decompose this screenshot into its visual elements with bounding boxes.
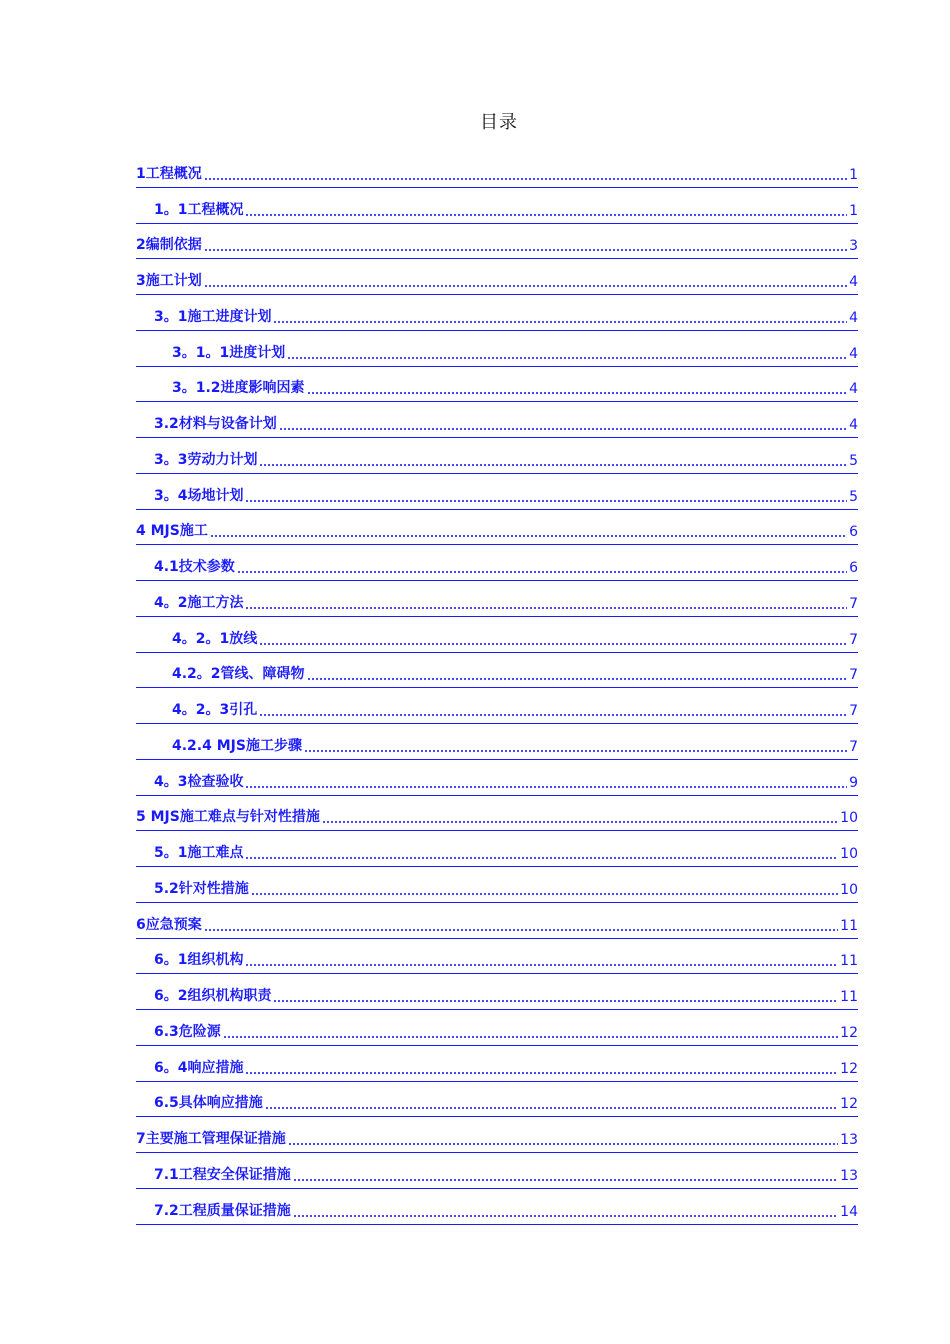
toc-entry-page-number: 13: [840, 1167, 858, 1184]
toc-entry-label: 5 MJS施工难点与针对性措施: [136, 809, 320, 826]
toc-entry-page-number: 14: [840, 1203, 858, 1220]
toc-entry[interactable]: [136, 510, 858, 546]
toc-entry-page-number: 5: [849, 488, 858, 505]
toc-entry-page-number: 4: [849, 381, 858, 398]
toc-entry[interactable]: [136, 581, 858, 617]
toc-entry-label: 7.2工程质量保证措施: [154, 1202, 291, 1219]
toc-entry-label: 5.2针对性措施: [154, 880, 249, 897]
toc-entry[interactable]: [136, 1153, 858, 1189]
toc-entry-label: 7主要施工管理保证措施: [136, 1131, 286, 1147]
dot-leader: [273, 999, 838, 1003]
dot-leader: [307, 677, 848, 681]
toc-entry[interactable]: [136, 438, 858, 474]
toc-entry-page-number: 4: [849, 274, 858, 290]
toc-entry[interactable]: [136, 367, 858, 403]
dot-leader: [279, 427, 847, 431]
toc-entry-page-number: 11: [840, 989, 858, 1005]
toc-entry[interactable]: [136, 188, 858, 224]
toc-entry[interactable]: [136, 1046, 858, 1082]
toc-entry[interactable]: [136, 1010, 858, 1046]
dot-leader: [304, 749, 847, 753]
dot-leader: [259, 642, 847, 646]
toc-entry-page-number: 7: [849, 595, 858, 612]
toc-entry-page-number: 7: [849, 667, 858, 684]
dot-leader: [251, 892, 838, 896]
dot-leader: [265, 1106, 838, 1110]
table-of-contents: [136, 152, 858, 1225]
toc-entry-label: 3。1.2进度影响因素: [172, 380, 305, 397]
toc-entry-label: 6应急预案: [136, 916, 202, 933]
dot-leader: [307, 391, 848, 395]
toc-entry-page-number: 3: [849, 238, 858, 255]
toc-entry-label: 3。3劳动力计划: [154, 451, 258, 468]
toc-entry-label: 6。4响应措施: [154, 1059, 244, 1076]
toc-entry[interactable]: [136, 760, 858, 796]
toc-entry[interactable]: [136, 259, 858, 295]
toc-entry[interactable]: [136, 1082, 858, 1118]
dot-leader: [293, 1214, 838, 1218]
toc-entry-page-number: 1: [849, 166, 858, 183]
toc-entry[interactable]: [136, 974, 858, 1010]
toc-entry-label: 4。3检查验收: [154, 773, 244, 790]
toc-entry-label: 4.1技术参数: [154, 559, 235, 575]
toc-entry[interactable]: [136, 939, 858, 975]
toc-entry-label: 5。1施工难点: [154, 845, 244, 861]
toc-entry-page-number: 11: [840, 953, 858, 970]
toc-entry-page-number: 7: [849, 738, 858, 755]
toc-entry[interactable]: [136, 617, 858, 653]
toc-entry-label: 3。4场地计划: [154, 487, 244, 504]
dot-leader: [259, 713, 847, 717]
toc-entry[interactable]: [136, 688, 858, 724]
toc-entry[interactable]: [136, 402, 858, 438]
toc-entry[interactable]: [136, 724, 858, 760]
dot-leader: [204, 248, 847, 252]
toc-entry[interactable]: [136, 152, 858, 188]
toc-entry-page-number: 11: [840, 917, 858, 934]
dot-leader: [245, 499, 847, 503]
toc-entry[interactable]: [136, 1117, 858, 1153]
dot-leader: [293, 1178, 838, 1182]
toc-entry-label: 3施工计划: [136, 273, 202, 289]
toc-entry[interactable]: [136, 224, 858, 260]
toc-entry-page-number: 12: [840, 1060, 858, 1077]
dot-leader: [223, 1035, 838, 1039]
toc-entry-label: 4 MJS施工: [136, 523, 208, 540]
toc-title: 目录: [480, 112, 518, 133]
toc-entry-page-number: 7: [849, 631, 858, 648]
toc-entry-page-number: 5: [849, 452, 858, 469]
toc-entry-page-number: 9: [849, 774, 858, 791]
toc-entry[interactable]: [136, 867, 858, 903]
dot-leader: [245, 785, 847, 789]
toc-entry-label: 2编制依据: [136, 237, 202, 254]
toc-entry-page-number: 6: [849, 560, 858, 576]
dot-leader: [245, 213, 847, 217]
toc-entry[interactable]: [136, 545, 858, 581]
dot-leader: [245, 606, 847, 610]
toc-entry-page-number: 4: [849, 345, 858, 362]
dot-leader: [237, 570, 847, 574]
toc-entry-page-number: 1: [849, 202, 858, 219]
toc-entry-label: 4。2。1放线: [172, 630, 258, 647]
toc-entry-label: 6.3危险源: [154, 1023, 221, 1040]
toc-entry-label: 4.2.4 MJS施工步骤: [172, 737, 302, 754]
toc-entry[interactable]: [136, 474, 858, 510]
dot-leader: [288, 1142, 838, 1146]
toc-entry-label: 1。1工程概况: [154, 201, 244, 218]
dot-leader: [204, 284, 847, 288]
toc-entry-label: 4.2。2管线、障碍物: [172, 666, 305, 683]
toc-entry[interactable]: [136, 331, 858, 367]
dot-leader: [210, 534, 847, 538]
toc-entry-page-number: 4: [849, 309, 858, 326]
toc-entry-label: 3.2材料与设备计划: [154, 416, 277, 432]
toc-entry-page-number: 12: [840, 1024, 858, 1041]
toc-entry[interactable]: [136, 796, 858, 832]
dot-leader: [287, 356, 847, 360]
dot-leader: [204, 177, 847, 181]
toc-entry[interactable]: [136, 903, 858, 939]
toc-entry-label: 7.1工程安全保证措施: [154, 1166, 291, 1183]
dot-leader: [259, 463, 847, 467]
toc-entry-page-number: 10: [840, 881, 858, 898]
toc-entry-page-number: 6: [849, 524, 858, 541]
toc-entry[interactable]: [136, 653, 858, 689]
toc-entry-label: 4。2施工方法: [154, 594, 244, 611]
dot-leader: [245, 1071, 838, 1075]
dot-leader: [245, 963, 838, 967]
dot-leader: [204, 928, 838, 932]
toc-entry-label: 4。2。3引孔: [172, 702, 258, 718]
toc-entry-page-number: 7: [849, 703, 858, 719]
dot-leader: [322, 820, 838, 824]
toc-entry[interactable]: [136, 831, 858, 867]
toc-entry-label: 1工程概况: [136, 165, 202, 182]
toc-entry-label: 6。2组织机构职责: [154, 988, 272, 1004]
toc-entry-label: 6.5具体响应措施: [154, 1095, 263, 1112]
dot-leader: [273, 320, 847, 324]
toc-entry-label: 3。1施工进度计划: [154, 308, 272, 325]
toc-entry-page-number: 13: [840, 1132, 858, 1148]
toc-entry-page-number: 10: [840, 810, 858, 827]
toc-entry-label: 3。1。1进度计划: [172, 344, 286, 361]
toc-entry-page-number: 12: [840, 1096, 858, 1113]
toc-entry-page-number: 4: [849, 417, 858, 433]
toc-entry-label: 6。1组织机构: [154, 952, 244, 969]
toc-entry-page-number: 10: [840, 846, 858, 862]
dot-leader: [245, 856, 838, 860]
toc-entry[interactable]: [136, 295, 858, 331]
toc-entry[interactable]: [136, 1189, 858, 1225]
